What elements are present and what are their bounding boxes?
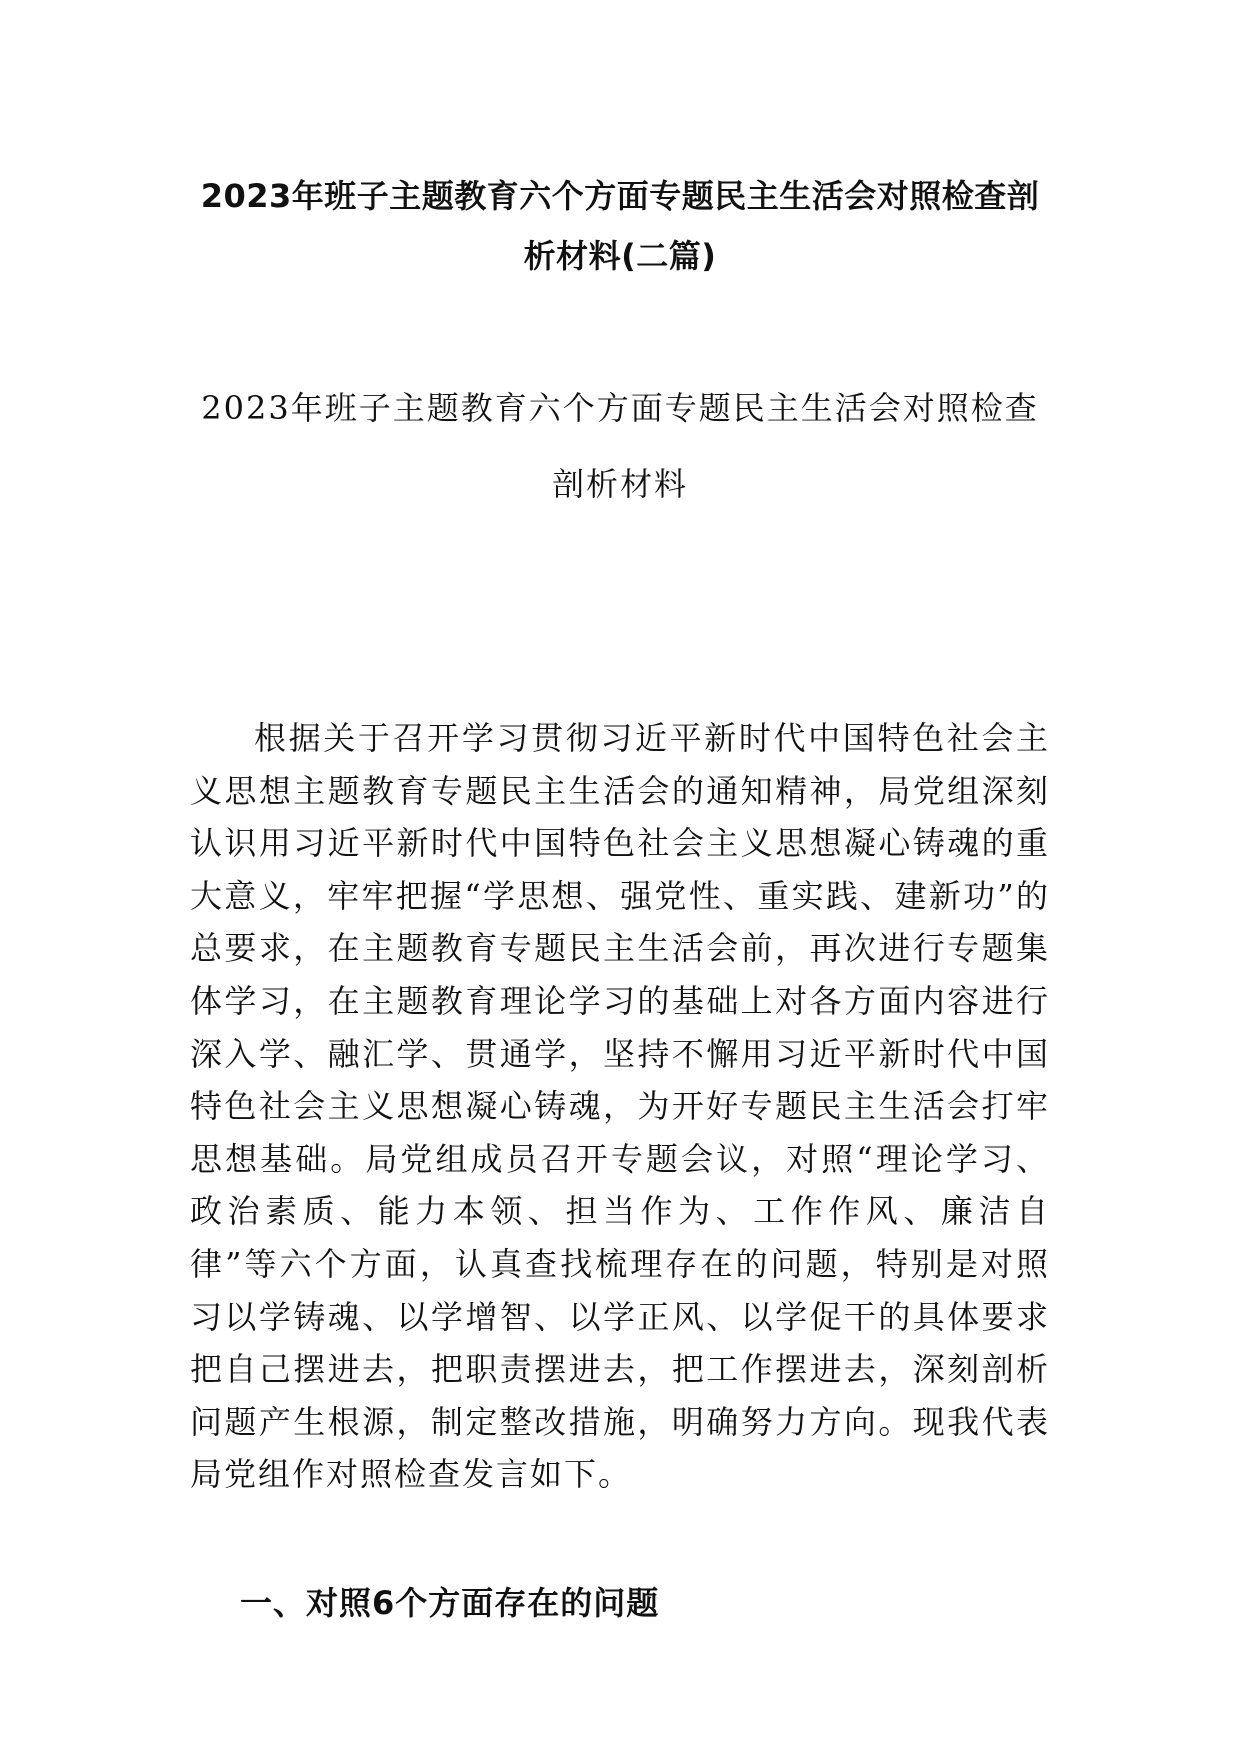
body-paragraph: 根据关于召开学习贯彻习近平新时代中国特色社会主义思想主题教育专题民主生活会的通知精神，局党组深刻认识用习近平新时代中国特色社会主义思想凝心铸魂的重大意义，牢牢把握“学思想、强党性、重实践、建新功”的总要求，在主题教育专题民主生活会前，再次进行专题集体学习，在主题教育理论学习的基础上对各方面内容进行深入学、融汇学、贯通学，坚持不懈用习近平新时代中国特色社会主义思想凝心铸魂，为开好专题民主生活会打牢思想基础。局党组成员召开专题会议，对照“理论学习、政治素质、能力本领、担当作为、工作作风、廉洁自律”等六个方面，认真查找梳理存在的问题，特别是对照习以学铸魂、以学增智、以学正风、以学促干的具体要求把自己摆进去，把职责摆进去，把工作摆进去，深刻剖析问题产生根源，制定整改措施，明确努力方向。现我代表局党组作对照检查发言如下。 (190, 719, 1050, 1494)
section-heading: 一、对照6个方面存在的问题 (240, 1584, 660, 1622)
document-title: 2023年班子主题教育六个方面专题民主生活会对照检查剖析材料(二篇) (200, 177, 1040, 275)
document-subtitle: 2023年班子主题教育六个方面专题民主生活会对照检查剖析材料 (201, 389, 1039, 503)
